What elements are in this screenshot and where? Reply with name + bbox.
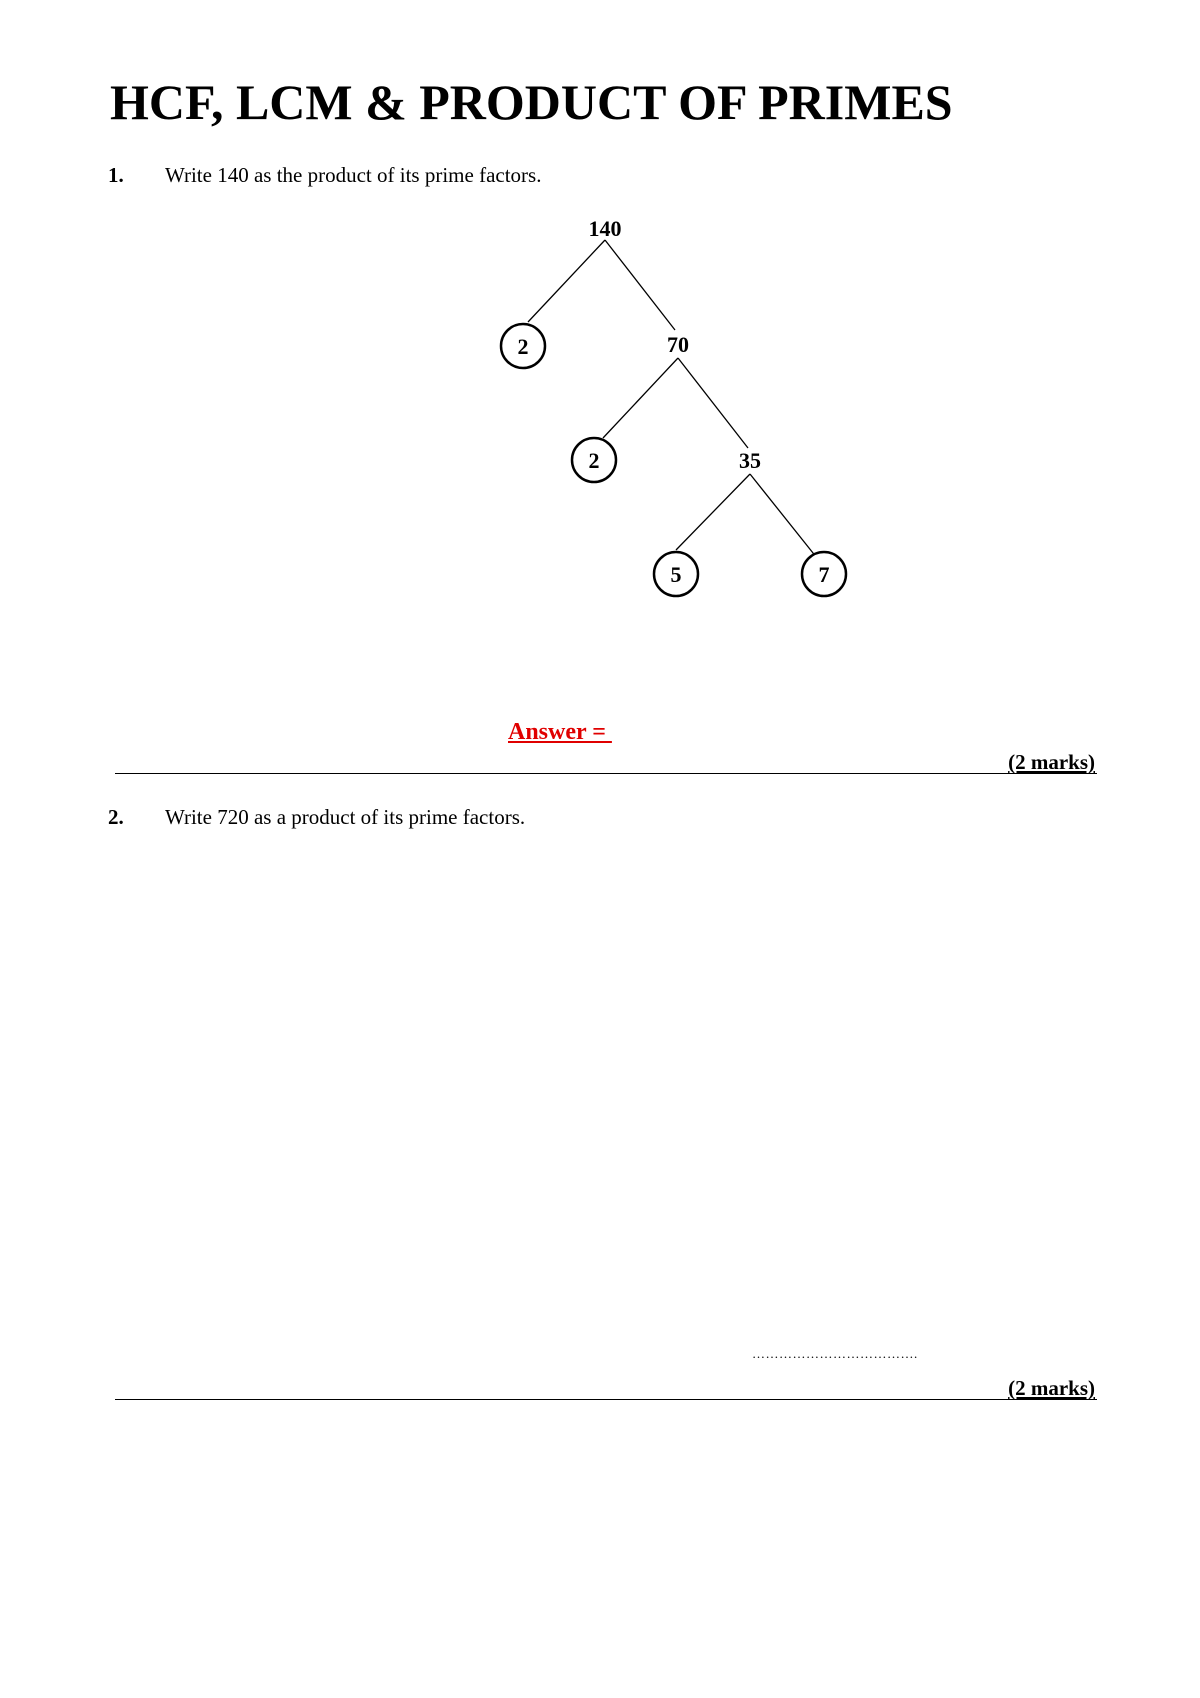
tree-node-70: 70	[667, 332, 689, 357]
question-2-answer-line: ……………………………….	[752, 1346, 918, 1361]
branch-35-to-5	[676, 474, 750, 550]
factor-tree-branches	[528, 240, 817, 558]
question-2-divider	[115, 1399, 1097, 1400]
branch-35-to-7	[750, 474, 817, 558]
question-2-marks: (2 marks)	[1008, 1376, 1095, 1400]
question-1-number: 1.	[108, 163, 124, 187]
branch-70-to-2	[603, 358, 678, 438]
tree-node-prime-2-b: 2	[588, 448, 600, 473]
page-title: HCF, LCM & PRODUCT OF PRIMES	[110, 74, 953, 130]
question-1-answer-label: Answer =	[508, 719, 612, 745]
question-1-text: Write 140 as the product of its prime factors.	[165, 163, 542, 187]
question-1-marks: (2 marks)	[1008, 750, 1095, 774]
tree-node-prime-5: 5	[670, 562, 682, 587]
branch-70-to-35	[678, 358, 748, 448]
factor-tree-140	[0, 0, 1200, 660]
tree-node-35: 35	[739, 448, 761, 473]
question-2-text: Write 720 as a product of its prime factors.	[165, 805, 526, 829]
branch-140-to-2	[528, 240, 605, 322]
tree-node-prime-7: 7	[818, 562, 830, 587]
question-1-divider	[115, 773, 1097, 774]
branch-140-to-70	[605, 240, 675, 330]
tree-node-140: 140	[588, 216, 622, 241]
question-2-number: 2.	[108, 805, 124, 829]
tree-node-prime-2-a: 2	[517, 334, 529, 359]
